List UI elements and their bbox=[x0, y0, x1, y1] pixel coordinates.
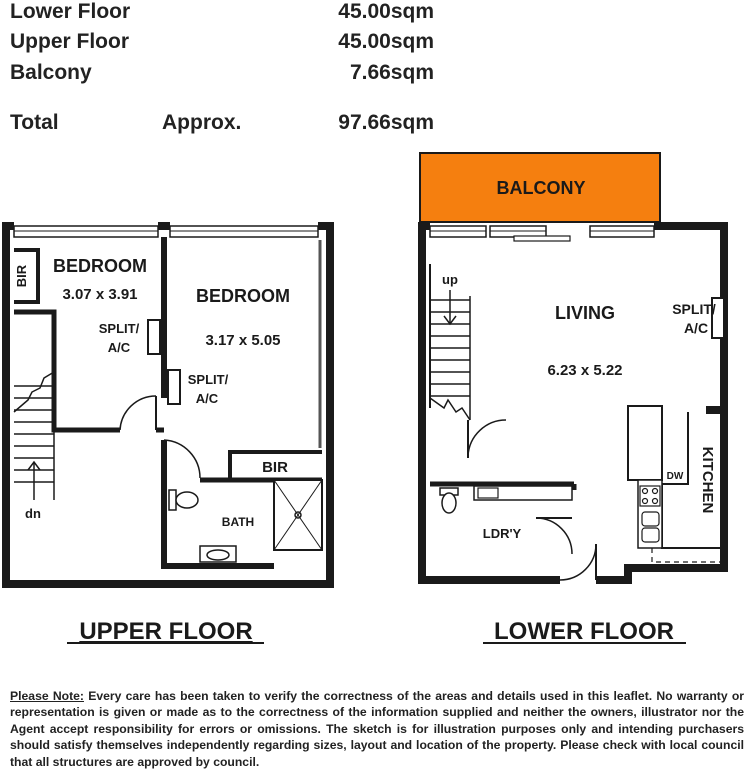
split-ac-label-line1: SPLIT/ bbox=[98, 321, 140, 336]
split-ac-label-line2: A/C bbox=[683, 320, 709, 336]
disclaimer-heading: Please Note: bbox=[10, 689, 84, 703]
split-ac-label-line2: A/C bbox=[195, 391, 219, 406]
arrow-down-icon bbox=[444, 290, 456, 324]
toilet-bowl bbox=[176, 492, 198, 508]
split-ac-unit bbox=[148, 320, 160, 354]
room-label-laundry: LDR'Y bbox=[482, 526, 522, 541]
basin bbox=[207, 550, 229, 560]
room-label-bir-right: BIR bbox=[262, 459, 288, 476]
area-label: Balcony bbox=[10, 61, 92, 84]
disclaimer-note bbox=[10, 688, 744, 770]
room-label-balcony: BALCONY bbox=[496, 178, 586, 198]
overhead-cupboard-line bbox=[652, 548, 720, 562]
door-swing bbox=[164, 440, 200, 478]
split-ac-label-line1: SPLIT/ bbox=[187, 372, 229, 387]
laundry-tub bbox=[478, 488, 498, 498]
door-swing bbox=[120, 396, 156, 430]
lower-floor-title: LOWER FLOOR bbox=[494, 618, 674, 645]
upper-floor-plan bbox=[6, 222, 330, 645]
room-label-bath: BATH bbox=[221, 515, 255, 529]
disclaimer-body: Every care has been taken to verify the correctness of the areas and details used in this leaflet. No warranty or representation is given or made as to the correctness of the information supplied and neither the owners, illustrator nor the Agent accept responsibility for errors or omissions. The sketch is for illustration purposes only and intending purchasers should satisfy themselves independently regarding sizes, layout and location of the property. Please check with local council that all structures are approved by council. bbox=[10, 689, 745, 769]
split-ac-unit bbox=[168, 370, 180, 404]
room-size-bedroom-1: 3.07 x 3.91 bbox=[62, 286, 138, 303]
room-size-bedroom-2: 3.17 x 5.05 bbox=[205, 332, 281, 349]
dishwasher-label: DW bbox=[666, 471, 684, 482]
split-ac-label-line1: SPLIT/ bbox=[672, 301, 716, 317]
door-swing bbox=[560, 544, 596, 580]
total-value: 97.66sqm bbox=[338, 111, 434, 134]
sliding-door bbox=[514, 236, 570, 241]
area-label: Upper Floor bbox=[10, 30, 129, 53]
toilet-cistern bbox=[169, 490, 176, 510]
area-value: 45.00sqm bbox=[338, 0, 434, 23]
area-label: Lower Floor bbox=[10, 0, 131, 23]
split-ac-label-line2: A/C bbox=[107, 340, 131, 355]
area-value: 7.66sqm bbox=[349, 61, 434, 84]
room-label-bedroom-2: BEDROOM bbox=[196, 286, 290, 306]
stairs-label-up: up bbox=[442, 272, 458, 287]
room-label-kitchen: KITCHEN bbox=[699, 446, 716, 514]
toilet-bowl bbox=[442, 493, 456, 513]
door-swing bbox=[468, 420, 506, 456]
room-size-living: 6.23 x 5.22 bbox=[547, 362, 623, 379]
lower-floor-plan bbox=[420, 153, 724, 645]
upper-floor-title: UPPER FLOOR bbox=[79, 618, 253, 645]
total-qualifier: Approx. bbox=[162, 111, 242, 134]
room-label-living: LIVING bbox=[554, 303, 616, 323]
arrow-down-icon bbox=[28, 462, 40, 500]
stairs-label-dn: dn bbox=[25, 506, 41, 521]
total-label: Total bbox=[10, 111, 59, 134]
room-label-bedroom-1: BEDROOM bbox=[53, 256, 147, 276]
area-value: 45.00sqm bbox=[338, 30, 434, 53]
door-swing bbox=[536, 518, 572, 554]
room-label-bir-left: BIR bbox=[14, 264, 29, 288]
fridge-space bbox=[628, 406, 662, 480]
